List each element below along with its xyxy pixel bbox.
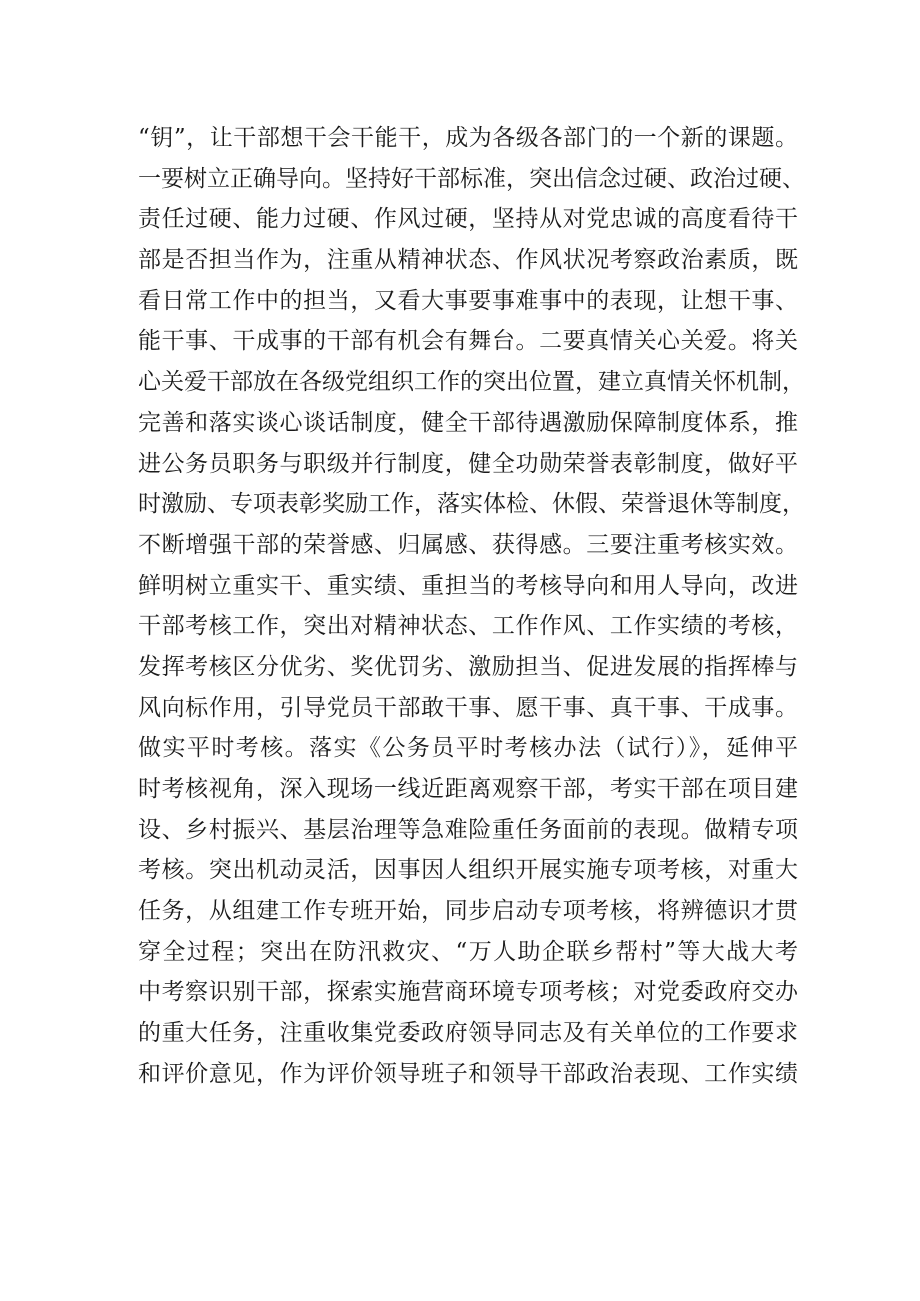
text-line: 做实平时考核。落实《公务员平时考核办法（试行）》，延伸平 <box>138 735 798 762</box>
text-line: 一要树立正确导向。坚持好干部标准，突出信念过硬、政治过硬、 <box>138 165 805 192</box>
text-line: 设、乡村振兴、基层治理等急难险重任务面前的表现。做精专项 <box>138 816 798 843</box>
text-line: “钥”，让干部想干会干能干，成为各级各部门的一个新的课题。 <box>138 125 798 151</box>
text-line: 进公务员职务与职级并行制度，健全功勋荣誉表彰制度，做好平 <box>138 450 798 477</box>
text-line: 风向标作用，引导党员干部敢干事、愿干事、真干事、干成事。 <box>138 694 798 721</box>
text-line: 穿全过程；突出在防汛救灾、“万人助企联乡帮村”等大战大考 <box>138 938 798 965</box>
text-line: 和评价意见，作为评价领导班子和领导干部政治表现、工作实绩 <box>138 1060 798 1087</box>
text-line: 鲜明树立重实干、重实绩、重担当的考核导向和用人导向，改进 <box>138 572 798 599</box>
text-line: 时考核视角，深入现场一线近距离观察干部，考实干部在项目建 <box>138 776 798 802</box>
text-line: 心关爱干部放在各级党组织工作的突出位置，建立真情关怀机制， <box>138 369 805 396</box>
text-line: 的重大任务，注重收集党委政府领导同志及有关单位的工作要求 <box>138 1020 798 1047</box>
text-line: 责任过硬、能力过硬、作风过硬，坚持从对党忠诚的高度看待干 <box>138 206 798 233</box>
text-line: 不断增强干部的荣誉感、归属感、获得感。三要注重考核实效。 <box>138 531 798 558</box>
text-line: 任务，从组建工作专班开始，同步启动专项考核，将辨德识才贯 <box>138 898 798 925</box>
text-line: 能干事、干成事的干部有机会有舞台。二要真情关心关爱。将关 <box>138 328 798 355</box>
text-line: 看日常工作中的担当，又看大事要事难事中的表现，让想干事、 <box>138 287 798 314</box>
text-line: 完善和落实谈心谈话制度，健全干部待遇激励保障制度体系，推 <box>138 409 798 436</box>
text-line: 时激励、专项表彰奖励工作，落实体检、休假、荣誉退休等制度， <box>138 491 805 518</box>
body-text <box>138 118 805 1095</box>
text-line: 中考察识别干部，探索实施营商环境专项考核；对党委政府交办 <box>138 979 798 1006</box>
text-line: 发挥考核区分优劣、奖优罚劣、激励担当、促进发展的指挥棒与 <box>138 653 798 680</box>
text-line: 部是否担当作为，注重从精神状态、作风状况考察政治素质，既 <box>138 247 798 274</box>
text-line: 干部考核工作，突出对精神状态、工作作风、工作实绩的考核， <box>138 613 798 640</box>
text-line: 考核。突出机动灵活，因事因人组织开展实施专项考核，对重大 <box>138 857 798 884</box>
